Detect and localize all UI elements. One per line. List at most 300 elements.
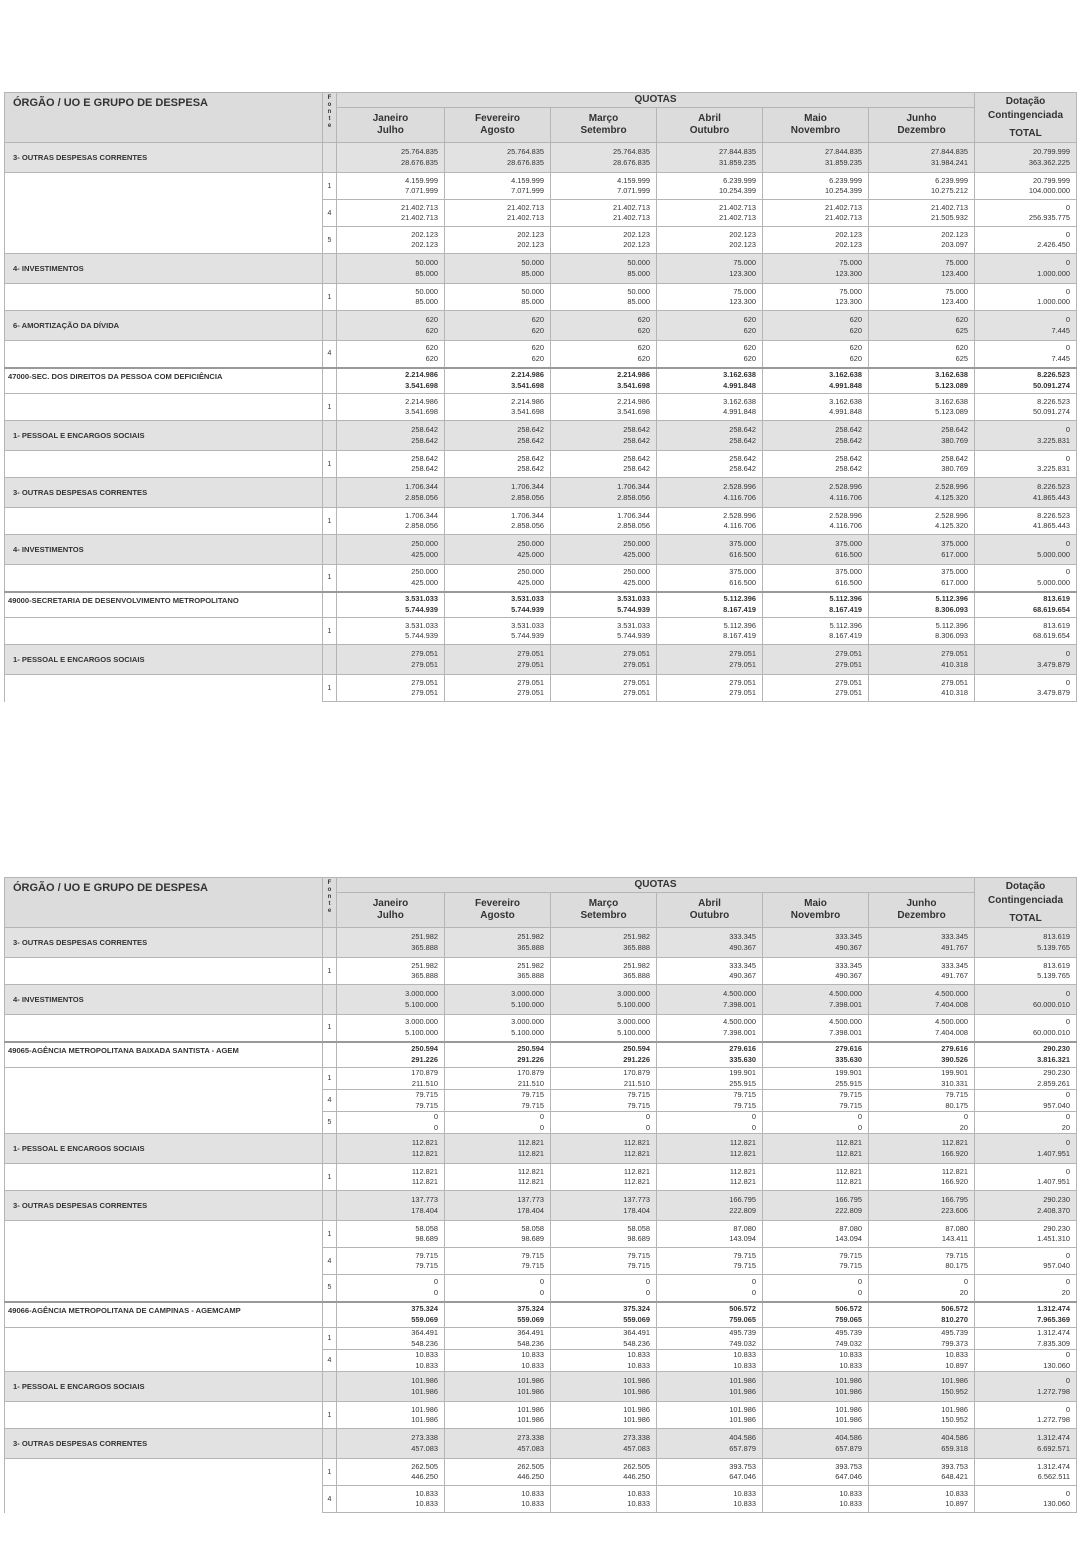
second-semester-value: 410.318 [941, 659, 969, 669]
first-semester-value: 50.000 [521, 258, 544, 267]
first-semester-value: 10.833 [733, 1488, 756, 1498]
first-semester-value: 2.528.996 [829, 510, 862, 520]
quota-cell [869, 592, 975, 618]
quota-cell [657, 1328, 763, 1350]
month-bottom-label: Setembro [580, 125, 627, 136]
quota-cell [763, 1221, 869, 1248]
fonte-row [5, 958, 1077, 985]
first-semester-value: 364.491 [623, 1328, 650, 1337]
quota-cell [869, 985, 975, 1015]
expense-group-row [5, 143, 1077, 173]
second-semester-value: 279.051 [623, 688, 650, 697]
first-semester-value: 170.879 [411, 1068, 438, 1077]
second-semester-value: 7.965.369 [1037, 1314, 1071, 1324]
second-semester-value: 0 [857, 1287, 862, 1297]
second-semester-value: 291.226 [411, 1054, 438, 1064]
second-semester-value: 112.821 [729, 1148, 756, 1158]
second-semester-value: 616.500 [835, 577, 862, 587]
first-semester-value: 50.000 [415, 258, 438, 267]
quota-cell [551, 311, 657, 341]
first-semester-value: 202.123 [729, 229, 756, 239]
row-label-empty [5, 958, 323, 985]
total-cell [975, 1164, 1077, 1191]
second-semester-value: 256.935.775 [1028, 213, 1071, 222]
quota-cell [445, 1164, 551, 1191]
first-semester-value: 258.642 [411, 425, 438, 434]
first-semester-value: 506.572 [941, 1304, 969, 1314]
second-semester-value: 7.398.001 [829, 999, 862, 1009]
quota-cell [337, 1134, 445, 1164]
quota-cell [763, 985, 869, 1015]
quota-cell [551, 1068, 657, 1090]
first-semester-value: 262.505 [623, 1461, 650, 1471]
second-semester-value: 365.888 [517, 942, 544, 952]
second-semester-value: 178.404 [517, 1205, 544, 1215]
second-semester-value: 50.091.274 [1033, 380, 1071, 390]
first-semester-value: 10.833 [521, 1350, 544, 1359]
organization-row [5, 1042, 1077, 1068]
quota-cell [869, 368, 975, 394]
quota-cell [657, 985, 763, 1015]
first-semester-value: 112.821 [411, 1166, 438, 1176]
second-semester-value: 559.069 [411, 1314, 438, 1324]
second-semester-value: 620 [637, 353, 650, 363]
quota-cell [445, 421, 551, 451]
first-semester-value: 258.642 [835, 425, 862, 434]
total-cell [975, 508, 1077, 535]
second-semester-value: 5.744.939 [405, 604, 438, 614]
total-cell [975, 565, 1077, 592]
total-cell [975, 1042, 1077, 1068]
second-semester-value: 446.250 [411, 1472, 438, 1481]
quota-cell [869, 565, 975, 592]
quota-cell [869, 1221, 975, 1248]
quota-cell [763, 143, 869, 173]
first-semester-value: 620 [637, 343, 650, 353]
fonte-code [323, 1302, 337, 1328]
first-semester-value: 75.000 [839, 286, 862, 296]
second-semester-value: 21.402.713 [719, 213, 756, 222]
first-semester-value: 4.500.000 [723, 1017, 756, 1027]
quota-cell [445, 1429, 551, 1459]
fonte-code: 5 [323, 1112, 337, 1134]
row-label-empty [5, 200, 323, 227]
second-semester-value: 5.744.939 [511, 631, 544, 640]
quota-cell [869, 958, 975, 985]
first-semester-value: 251.982 [623, 932, 650, 941]
second-semester-value: 5.100.000 [511, 1027, 544, 1037]
second-semester-value: 279.051 [517, 659, 544, 669]
first-semester-value: 0 [1065, 315, 1071, 324]
fonte-letter: n [327, 894, 332, 900]
total-cell [975, 985, 1077, 1015]
second-semester-value: 365.888 [411, 971, 438, 980]
org-column-header: ÓRGÃO / UO E GRUPO DE DESPESA [5, 93, 323, 143]
first-semester-value: 2.214.986 [617, 396, 650, 406]
total-header-line: TOTAL [1009, 127, 1042, 139]
second-semester-value: 21.402.713 [507, 213, 544, 222]
expense-group-row [5, 254, 1077, 284]
fonte-code: 1 [323, 1015, 337, 1042]
first-semester-value: 620 [637, 315, 650, 324]
total-cell [975, 1275, 1077, 1302]
second-semester-value: 279.051 [729, 688, 756, 697]
fonte-code: 1 [323, 1164, 337, 1191]
second-semester-value: 80.175 [945, 1100, 969, 1110]
second-semester-value: 390.526 [941, 1054, 969, 1064]
first-semester-value: 250.000 [517, 567, 544, 577]
second-semester-value: 6.562.511 [1037, 1472, 1071, 1481]
quota-cell [551, 1164, 657, 1191]
fonte-code: 1 [323, 1459, 337, 1486]
second-semester-value: 5.744.939 [617, 631, 650, 640]
second-semester-value: 4.116.706 [723, 492, 756, 502]
first-semester-value: 0 [1065, 1350, 1071, 1359]
quota-cell [763, 1372, 869, 1402]
first-semester-value: 25.764.835 [507, 147, 544, 156]
quota-cell [445, 1328, 551, 1350]
row-label: 1- PESSOAL E ENCARGOS SOCIAIS [5, 645, 323, 675]
second-semester-value: 5.100.000 [617, 999, 650, 1009]
first-semester-value: 10.833 [627, 1350, 650, 1359]
second-semester-value: 68.619.654 [1033, 631, 1071, 640]
second-semester-value: 457.083 [623, 1443, 650, 1453]
second-semester-value: 0 [433, 1287, 438, 1297]
quota-cell [337, 985, 445, 1015]
quota-cell [337, 1248, 445, 1275]
quota-cell [657, 1112, 763, 1134]
quota-cell [551, 227, 657, 254]
quota-cell [869, 1372, 975, 1402]
first-semester-value: 375.000 [729, 567, 756, 577]
second-semester-value: 0 [645, 1122, 650, 1132]
second-semester-value: 85.000 [415, 268, 438, 278]
quota-cell [763, 1042, 869, 1068]
second-semester-value: 112.821 [729, 1177, 756, 1186]
month-bottom-label: Agosto [480, 910, 515, 921]
second-semester-value: 7.445 [1051, 325, 1071, 335]
quota-cell [763, 1328, 869, 1350]
second-semester-value: 548.236 [517, 1338, 544, 1348]
quota-cell [869, 1090, 975, 1112]
quota-cell [763, 341, 869, 368]
quota-cell [551, 368, 657, 394]
second-semester-value: 10.833 [839, 1360, 862, 1370]
quota-cell [763, 1248, 869, 1275]
quota-cell [337, 227, 445, 254]
first-semester-value: 375.324 [623, 1304, 650, 1314]
first-semester-value: 5.112.396 [723, 594, 756, 604]
row-label: 49065-AGÊNCIA METROPOLITANA BAIXADA SANTISTA - AGEM [5, 1042, 323, 1068]
first-semester-value: 79.715 [415, 1250, 438, 1260]
first-semester-value: 3.000.000 [405, 989, 438, 998]
total-cell [975, 254, 1077, 284]
quota-cell [763, 592, 869, 618]
first-semester-value: 0 [1065, 202, 1071, 212]
second-semester-value: 79.715 [733, 1261, 756, 1270]
quota-cell [657, 958, 763, 985]
quota-cell [657, 200, 763, 227]
second-semester-value: 1.000.000 [1037, 268, 1071, 278]
second-semester-value: 101.986 [835, 1415, 862, 1424]
quota-cell [763, 1402, 869, 1429]
quota-cell [763, 535, 869, 565]
first-semester-value: 112.821 [729, 1138, 756, 1147]
second-semester-value: 7.071.999 [405, 186, 438, 195]
first-semester-value: 8.226.523 [1037, 510, 1071, 520]
quota-cell [657, 592, 763, 618]
second-semester-value: 21.505.932 [931, 213, 969, 222]
fonte-letter: e [327, 908, 332, 914]
first-semester-value: 199.901 [941, 1068, 969, 1077]
second-semester-value: 425.000 [411, 577, 438, 587]
second-semester-value: 957.040 [1043, 1100, 1071, 1110]
second-semester-value: 123.400 [941, 297, 969, 306]
first-semester-value: 79.715 [945, 1090, 969, 1099]
total-cell [975, 1221, 1077, 1248]
second-semester-value: 620 [425, 325, 438, 335]
first-semester-value: 112.821 [623, 1166, 650, 1176]
quota-cell [763, 645, 869, 675]
quota-cell [763, 565, 869, 592]
quota-cell [551, 958, 657, 985]
quota-cell [445, 618, 551, 645]
quota-cell [763, 1112, 869, 1134]
quota-cell [763, 368, 869, 394]
first-semester-value: 2.214.986 [511, 370, 544, 380]
first-semester-value: 50.000 [521, 286, 544, 296]
expense-group-row [5, 985, 1077, 1015]
second-semester-value: 7.835.309 [1037, 1338, 1071, 1348]
first-semester-value: 2.214.986 [405, 370, 438, 380]
first-semester-value: 333.345 [941, 960, 969, 970]
total-cell [975, 451, 1077, 478]
first-semester-value: 1.312.474 [1037, 1304, 1071, 1314]
quota-cell [445, 311, 551, 341]
second-semester-value: 143.094 [835, 1234, 862, 1243]
second-semester-value: 79.715 [627, 1100, 650, 1110]
total-cell [975, 368, 1077, 394]
first-semester-value: 250.000 [517, 539, 544, 548]
second-semester-value: 10.897 [945, 1499, 969, 1508]
total-header-line: Dotação [1005, 880, 1046, 892]
second-semester-value: 759.065 [729, 1314, 756, 1324]
quota-cell [337, 1350, 445, 1372]
first-semester-value: 0 [1065, 1112, 1071, 1121]
second-semester-value: 4.991.848 [829, 407, 862, 416]
first-semester-value: 333.345 [835, 960, 862, 970]
total-cell [975, 478, 1077, 508]
first-semester-value: 4.500.000 [723, 989, 756, 998]
first-semester-value: 3.531.033 [617, 594, 650, 604]
expense-group-row [5, 1429, 1077, 1459]
quota-cell [445, 535, 551, 565]
first-semester-value: 3.531.033 [405, 594, 438, 604]
quota-cell [337, 311, 445, 341]
second-semester-value: 203.097 [941, 240, 969, 249]
first-semester-value: 10.833 [627, 1488, 650, 1498]
organization-row [5, 592, 1077, 618]
fonte-letter: F [327, 880, 332, 886]
month-top-label: Maio [804, 898, 827, 909]
quota-cell [445, 1486, 551, 1513]
quota-cell [657, 284, 763, 311]
second-semester-value: 223.606 [941, 1205, 969, 1215]
total-cell [975, 958, 1077, 985]
second-semester-value: 130.060 [1043, 1360, 1071, 1370]
row-label: 49066-AGÊNCIA METROPOLITANA DE CAMPINAS - AGEMCAMP [5, 1302, 323, 1328]
total-cell [975, 928, 1077, 958]
second-semester-value: 5.744.939 [617, 604, 650, 614]
first-semester-value: 0 [751, 1277, 756, 1287]
second-semester-value: 211.510 [623, 1078, 650, 1088]
fonte-code: 1 [323, 1328, 337, 1350]
first-semester-value: 202.123 [517, 229, 544, 239]
quota-cell [763, 421, 869, 451]
first-semester-value: 375.000 [835, 539, 862, 548]
second-semester-value: 85.000 [627, 297, 650, 306]
first-semester-value: 3.162.638 [829, 396, 862, 406]
quota-cell [551, 535, 657, 565]
first-semester-value: 251.982 [517, 932, 544, 941]
quota-cell [869, 478, 975, 508]
first-semester-value: 79.715 [733, 1090, 756, 1099]
first-semester-value: 3.531.033 [511, 594, 544, 604]
second-semester-value: 7.071.999 [617, 186, 650, 195]
second-semester-value: 4.116.706 [723, 521, 756, 530]
second-semester-value: 258.642 [835, 464, 862, 473]
second-semester-value: 279.051 [835, 688, 862, 697]
fonte-row [5, 1164, 1077, 1191]
second-semester-value: 258.642 [729, 435, 756, 445]
fonte-code: 4 [323, 341, 337, 368]
first-semester-value: 290.230 [1043, 1068, 1071, 1077]
quota-cell [337, 1164, 445, 1191]
first-semester-value: 620 [849, 315, 862, 324]
first-semester-value: 375.000 [729, 539, 756, 548]
quota-cell [869, 1350, 975, 1372]
second-semester-value: 222.809 [835, 1205, 862, 1215]
second-semester-value: 365.888 [411, 942, 438, 952]
first-semester-value: 0 [963, 1277, 969, 1287]
first-semester-value: 0 [1065, 1277, 1071, 1287]
first-semester-value: 0 [1065, 425, 1071, 434]
first-semester-value: 250.594 [411, 1044, 438, 1054]
second-semester-value: 310.331 [941, 1078, 969, 1088]
row-label: 6- AMORTIZAÇÃO DA DÍVIDA [5, 311, 323, 341]
fonte-code: 4 [323, 1486, 337, 1513]
quota-cell [869, 1191, 975, 1221]
first-semester-value: 101.986 [623, 1404, 650, 1414]
quota-cell [763, 1486, 869, 1513]
quota-cell [551, 1248, 657, 1275]
second-semester-value: 625 [955, 325, 969, 335]
quota-cell [657, 1350, 763, 1372]
second-semester-value: 559.069 [517, 1314, 544, 1324]
second-semester-value: 104.000.000 [1028, 186, 1071, 195]
fonte-code [323, 1191, 337, 1221]
first-semester-value: 79.715 [627, 1090, 650, 1099]
second-semester-value: 0 [433, 1122, 438, 1132]
second-semester-value: 291.226 [517, 1054, 544, 1064]
month-column-header [551, 893, 657, 928]
row-label-empty [5, 1164, 323, 1191]
first-semester-value: 27.844.835 [825, 147, 862, 156]
expense-group-row [5, 478, 1077, 508]
quota-cell [551, 1015, 657, 1042]
quota-cell [551, 985, 657, 1015]
first-semester-value: 258.642 [623, 425, 650, 434]
quota-cell [445, 508, 551, 535]
first-semester-value: 166.795 [835, 1195, 862, 1204]
month-top-label: Abril [698, 113, 721, 124]
second-semester-value: 5.100.000 [405, 1027, 438, 1037]
first-semester-value: 813.619 [1043, 620, 1071, 630]
fonte-code [323, 1134, 337, 1164]
quota-cell [869, 200, 975, 227]
quota-cell [869, 341, 975, 368]
second-semester-value: 957.040 [1043, 1261, 1071, 1270]
fonte-row [5, 1350, 1077, 1372]
second-semester-value: 425.000 [517, 549, 544, 559]
first-semester-value: 258.642 [941, 425, 969, 434]
first-semester-value: 112.821 [941, 1166, 969, 1176]
first-semester-value: 279.051 [729, 649, 756, 658]
first-semester-value: 0 [1065, 1250, 1071, 1260]
total-cell [975, 1328, 1077, 1350]
first-semester-value: 3.531.033 [617, 620, 650, 630]
quota-cell [869, 1068, 975, 1090]
first-semester-value: 87.080 [733, 1223, 756, 1233]
quota-cell [551, 254, 657, 284]
first-semester-value: 25.764.835 [401, 147, 438, 156]
second-semester-value: 365.888 [517, 971, 544, 980]
second-semester-value: 10.833 [733, 1499, 756, 1508]
first-semester-value: 290.230 [1043, 1195, 1071, 1204]
quota-cell [337, 1372, 445, 1402]
first-semester-value: 101.986 [729, 1404, 756, 1414]
second-semester-value: 101.986 [517, 1415, 544, 1424]
first-semester-value: 4.500.000 [829, 1017, 862, 1027]
second-semester-value: 759.065 [835, 1314, 862, 1324]
second-semester-value: 101.986 [835, 1386, 862, 1396]
first-semester-value: 2.214.986 [405, 396, 438, 406]
month-column-header [445, 108, 551, 143]
first-semester-value: 170.879 [623, 1068, 650, 1077]
second-semester-value: 799.373 [941, 1338, 969, 1348]
second-semester-value: 620 [743, 325, 756, 335]
first-semester-value: 75.000 [733, 286, 756, 296]
first-semester-value: 0 [1065, 343, 1071, 353]
second-semester-value: 202.123 [623, 240, 650, 249]
second-semester-value: 5.139.765 [1037, 971, 1071, 980]
quota-cell [337, 535, 445, 565]
month-column-header [869, 108, 975, 143]
quota-cell [763, 394, 869, 421]
quota-cell [869, 1429, 975, 1459]
month-column-header [763, 893, 869, 928]
fonte-code [323, 985, 337, 1015]
second-semester-value: 8.306.093 [935, 604, 969, 614]
first-semester-value: 0 [1065, 649, 1071, 658]
quota-cell [337, 254, 445, 284]
month-column-header [337, 108, 445, 143]
quota-cell [657, 675, 763, 702]
fonte-letter: o [327, 887, 332, 893]
first-semester-value: 27.844.835 [719, 147, 756, 156]
first-semester-value: 58.058 [415, 1223, 438, 1233]
total-cell [975, 592, 1077, 618]
